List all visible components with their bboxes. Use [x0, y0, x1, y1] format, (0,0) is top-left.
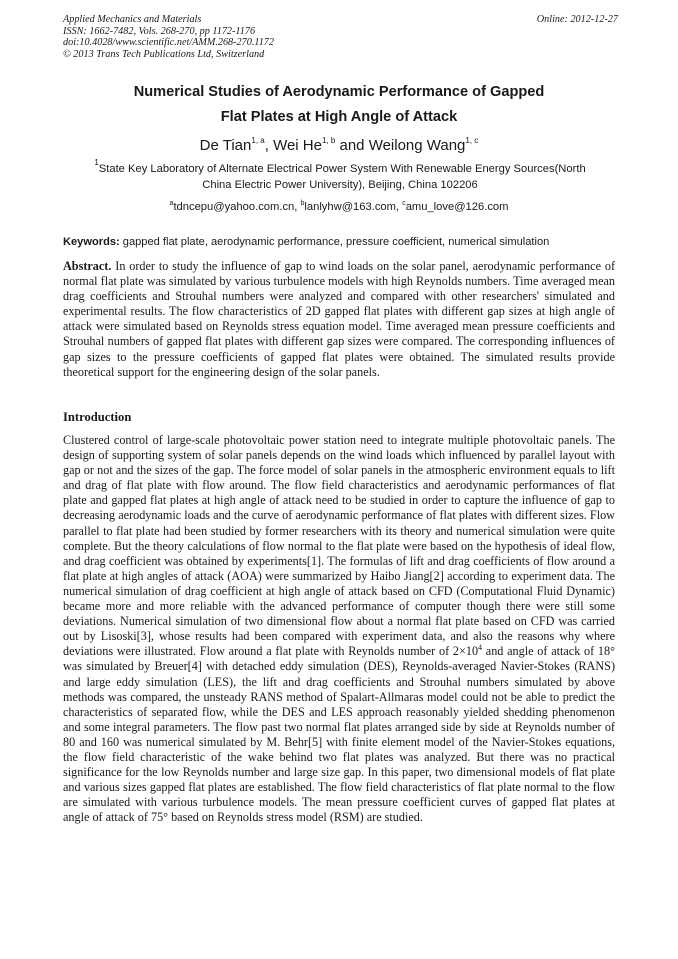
author-separator: and [335, 137, 369, 154]
issn-line: ISSN: 1662-7482, Vols. 268-270, pp 1172-1176 [63, 25, 256, 37]
email-marker: b [300, 200, 305, 207]
author-list [40, 136, 638, 156]
affiliation-marker: 1 [94, 158, 99, 167]
email-marker: c [402, 200, 406, 207]
paper-title [40, 80, 638, 130]
online-date: Online: 2012-12-27 [536, 14, 618, 25]
title-line-1: Numerical Studies of Aerodynamic Performance of Gapped [133, 84, 545, 100]
journal-name: Applied Mechanics and Materials [63, 14, 202, 25]
keywords-label: Keywords: [63, 236, 120, 248]
author-marker: 1, b [321, 136, 336, 145]
email-address: tdncepu@yahoo.com.cn, [173, 201, 301, 213]
email-address: amu_love@126.com [405, 201, 509, 213]
abstract-label: Abstract. [63, 259, 112, 273]
keywords-text: gapped flat plate, aerodynamic performance, pressure coefficient, numerical simulation [119, 236, 550, 248]
abstract [63, 259, 615, 380]
author-marker: 1, a [251, 136, 265, 145]
email-marker: a [169, 200, 174, 207]
keywords [63, 235, 623, 250]
section-heading: Introduction [63, 410, 132, 424]
copyright-line: © 2013 Trans Tech Publications Ltd, Switzerland [63, 48, 265, 60]
intro-text-part-1: Clustered control of large-scale photovoltaic power station need to integrate multiple photovoltaic panels. The design of supporting system of solar panels depends on the wind loads which influenced by parallel layout with gap or not and the sizes of the gap. The force model of solar panels in the atmospheric environment equals to lift and drag of flat plate with flow around. The flow field characteristics and aerodynamic performances of flat plate and gapped flat plates at high angle of attack need to be studied in order to capture the influence of gap to decreasing aerodynamic loads and the curve of aerodynamic performance of flat plates with different sizes. Flow parallel to flat plate had been studied by former researchers with its theory and numerical simulation were quite complete. But the theory calculations of flow normal to the flat plate were based on the hypothesis of ideal flow, and drag coefficient was obtained by experiments[1]. The formulas of lift and drag coefficients of flow around a flat plate at high angles of attack (AOA) were summarized by Haibo Jiang[2] according to experiment data. The numerical simulation of drag coefficient at high angle of attack based on CFD (Computational Fluid Dynamic) became more and more reliable with the advanced performance of computer though there were still some deviations. Numerical simulation of two dimensional flow about a normal flat plate based on CFD was carried out by Lisoski[3], whose results had been compared with experiment data, and also the reasons why where deviations were illustrated. Flow around a flat plate with Reynolds number of 2×10 [63, 433, 615, 659]
exponent: 4 [478, 643, 483, 653]
doi-line: doi:10.4028/www.scientific.net/AMM.268-270.1172 [63, 37, 274, 49]
affiliation-line-2: China Electric Power University), Beijing, China 102206 [202, 178, 478, 191]
email-list [40, 200, 638, 215]
email-address: lanlyhw@163.com, [304, 201, 403, 213]
author-name: De Tian [199, 137, 252, 154]
affiliation [60, 158, 620, 193]
affiliation-text: State Key Laboratory of Alternate Electrical Power System With Renewable Energy Sources(North [98, 163, 586, 175]
author-name: Weilong Wang [368, 137, 466, 154]
author-name: Wei He [273, 137, 322, 154]
intro-text-part-2: and angle of attack of 18° was simulated by Breuer[4] with detached eddy simulation (DES), Reynolds-averaged Navier-Stokes (RANS) and large eddy simulation (LES), the lift and drag coefficients and Strouhal numbers simulated by above methods was compared, the unsteady RANS method of Spalart-Allmaras model could not be able to predict the characteristics of separated flow, while the DES and LES approach reasonably yielded shedding phenomenon and some integral parameters. The flow past two normal flat plates arranged side by side at Reynolds number of 80 and 160 was numerical simulated by M. Behr[5] with finite element model of the Navier-Stokes equations, the flow field characteristic of the wake behind two flat plates was analyzed. But there was no practical significance for the low Reynolds number and large size gap. In this paper, two dimensional models of flat plate and various sizes gapped flat plates are established. The flow field characteristics of flat plate normal to the flow are simulated with various turbulence models. The mean pressure coefficient curves of gapped flat plates at angle of attack of 75° based on Reynolds stress model (RSM) are studied. [63, 644, 615, 825]
abstract-text: In order to study the influence of gap to wind loads on the solar panel, aerodynamic performance of normal flat plate was simulated by various turbulence models with high Reynolds numbers. Time averaged mean drag coefficients and Strouhal numbers were analyzed and compared with other researchers' simulated and experimental results. The flow characteristics of 2D gapped flat plates with different gap sizes at high angle of attack were simulated based on Reynolds stress equation model. Time averaged mean pressure coefficients and Strouhal numbers of gapped flat plates with different gap sizes were compared. The corresponding influences of gap sizes to the pressure coefficients of gapped flat plates were obtained. The simulated results provide theoretical support for the engineering design of the solar panels. [63, 259, 615, 379]
journal-header [63, 14, 618, 60]
author-marker: 1, c [465, 136, 479, 145]
title-line-2: Flat Plates at High Angle of Attack [220, 109, 458, 125]
introduction-body [63, 433, 615, 825]
author-separator: , [264, 137, 274, 154]
affiliation-line-1 [60, 158, 620, 178]
